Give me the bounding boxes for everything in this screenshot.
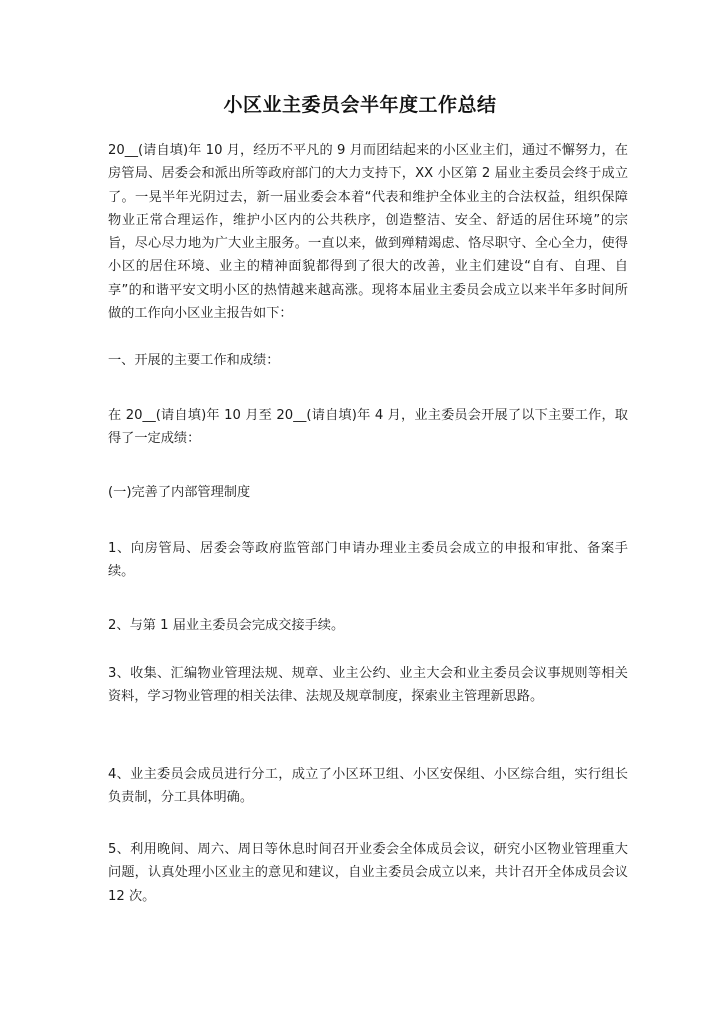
list-item: 1、向房管局、居委会等政府监管部门申请办理业主委员会成立的申报和审批、备案手续。 [108, 541, 628, 580]
subsection-heading-internal-management: (一)完善了内部管理制度 [108, 485, 251, 500]
list-item: 5、利用晚间、周六、周日等休息时间召开业委会全体成员会议，研究小区物业管理重大问题，认真处理小区业主的意见和建议，自业主委员会成立以来，共计召开全体成员会议 12 次。 [108, 842, 628, 904]
list-item: 4、业主委员会成员进行分工，成立了小区环卫组、小区安保组、小区综合组，实行组长负责制，分工具体明确。 [108, 767, 628, 806]
intro-paragraph: 20__(请自填)年 10 月，经历不平凡的 9 月而团结起来的小区业主们，通过不懈努力，在房管局、居委会和派出所等政府部门的大力支持下，XX 小区第 2 届业主委员会终于成立了。一晃半年光阴过去，新一届业委会本着“代表和维护全体业主的合法权益，组织保障物业正常合理运作，维护小区内的公共秩序，创造整洁、安全、舒适的居住环境”的宗旨，尽心尽力地为广大业主服务。一直以来，做到殚精竭虑、恪尽职守、全心全力，使得小区的居住环境、业主的精神面貌都得到了很大的改善，业主们建设“自有、自理、自享”的和谐平安文明小区的热情越来越高涨。现将本届业主委员会成立以来半年多时间所做的工作向小区业主报告如下： [108, 143, 628, 322]
period-paragraph: 在 20__(请自填)年 10 月至 20__(请自填)年 4 月，业主委员会开展了以下主要工作，取得了一定成绩： [108, 408, 628, 447]
section-heading-main-work: 一、开展的主要工作和成绩： [108, 353, 280, 368]
list-item: 3、收集、汇编物业管理法规、规章、业主公约、业主大会和业主委员会议事规则等相关资料，学习物业管理的相关法律、法规及规章制度，探索业主管理新思路。 [108, 666, 628, 705]
document-title: 小区业主委员会半年度工作总结 [223, 94, 497, 116]
list-item: 2、与第 1 届业主委员会完成交接手续。 [108, 618, 345, 633]
